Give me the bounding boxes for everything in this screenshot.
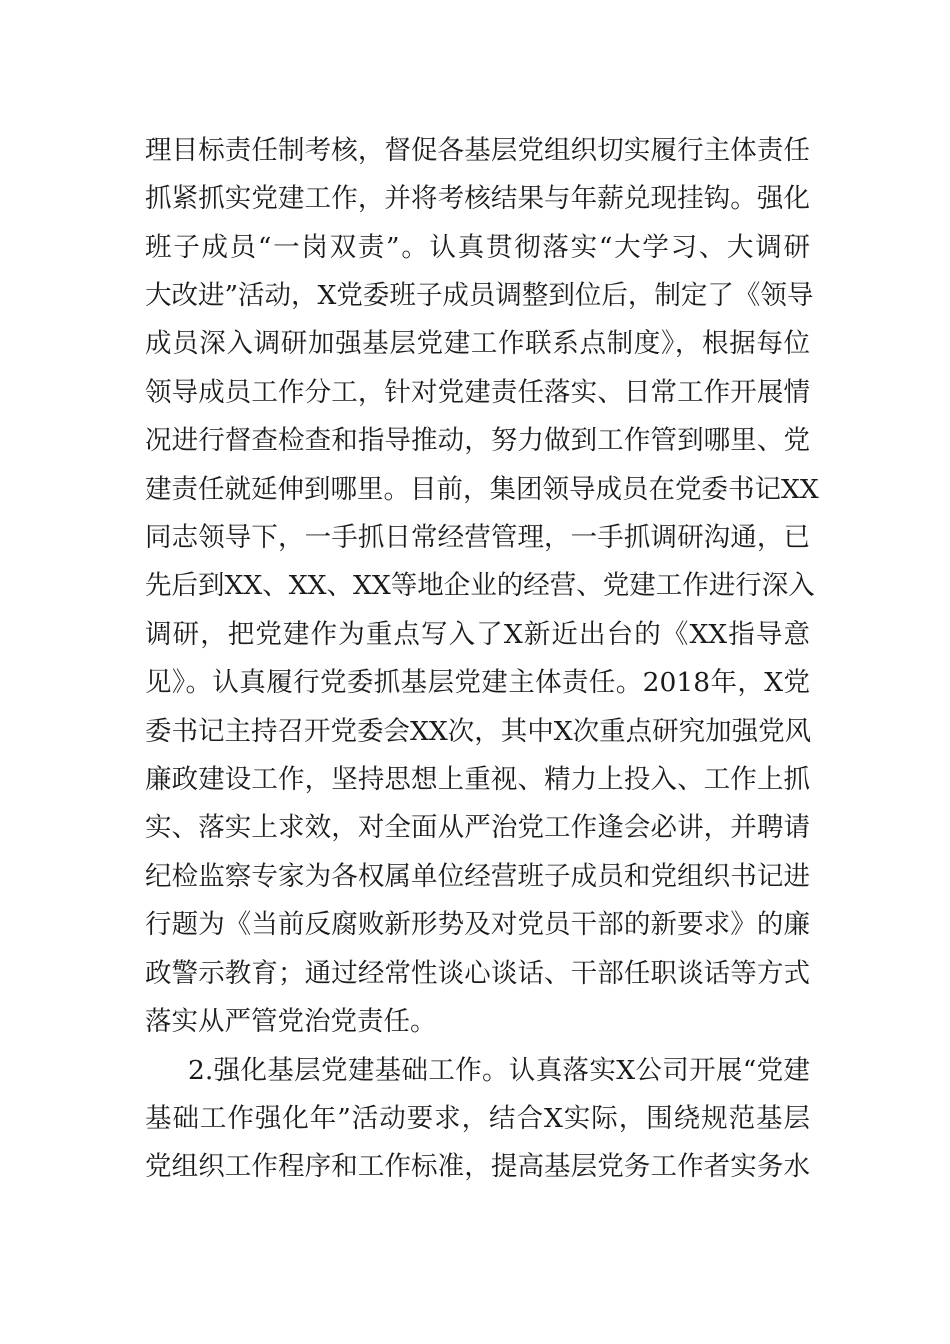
text-line: 成员深入调研加强基层党建工作联系点制度》，根据每位 [145, 328, 810, 359]
text-line: 纪检监察专家为各权属单位经营班子成员和党组织书记进 [145, 861, 810, 892]
text-line: 班子成员“一岗双责”。认真贯彻落实“大学习、大调研 [145, 232, 810, 263]
text-line: 落实从严管党治党责任。 [145, 1006, 437, 1037]
text-line: 廉政建设工作，坚持思想上重视、精力上投入、工作上抓 [145, 764, 810, 795]
text-line: 党组织工作程序和工作标准，提高基层党务工作者实务水 [145, 1151, 810, 1182]
text-line: 大改进”活动，X党委班子成员调整到位后，制定了《领导 [145, 280, 814, 311]
text-line: 调研，把党建作为重点写入了X新近出台的《XX指导意 [145, 619, 810, 650]
text-line: 行题为《当前反腐败新形势及对党员干部的新要求》的廉 [145, 909, 810, 940]
text-line: 领导成员工作分工，针对党建责任落实、日常工作开展情 [145, 377, 810, 408]
text-line: 2.强化基层党建基础工作。认真落实X公司开展“党建 [188, 1055, 810, 1086]
text-line: 先后到XX、XX、XX等地企业的经营、党建工作进行深入 [145, 570, 815, 601]
text-line: 理目标责任制考核，督促各基层党组织切实履行主体责任 [145, 135, 810, 166]
text-line: 抓紧抓实党建工作，并将考核结果与年薪兑现挂钩。强化 [145, 183, 810, 214]
text-line: 同志领导下，一手抓日常经营管理，一手抓调研沟通，已 [145, 522, 810, 553]
text-line: 基础工作强化年”活动要求，结合X实际，围绕规范基层 [145, 1103, 810, 1134]
text-line: 政警示教育；通过经常性谈心谈话、干部任职谈话等方式 [145, 958, 810, 989]
text-line: 实、落实上求效，对全面从严治党工作逢会必讲，并聘请 [145, 812, 810, 843]
text-line: 况进行督查检查和指导推动，努力做到工作管到哪里、党 [145, 425, 810, 456]
text-line: 委书记主持召开党委会XX次，其中X次重点研究加强党风 [145, 716, 812, 747]
text-line: 建责任就延伸到哪里。目前，集团领导成员在党委书记XX [145, 474, 819, 505]
text-line: 见》。认真履行党委抓基层党建主体责任。2018年，X党 [145, 667, 810, 698]
